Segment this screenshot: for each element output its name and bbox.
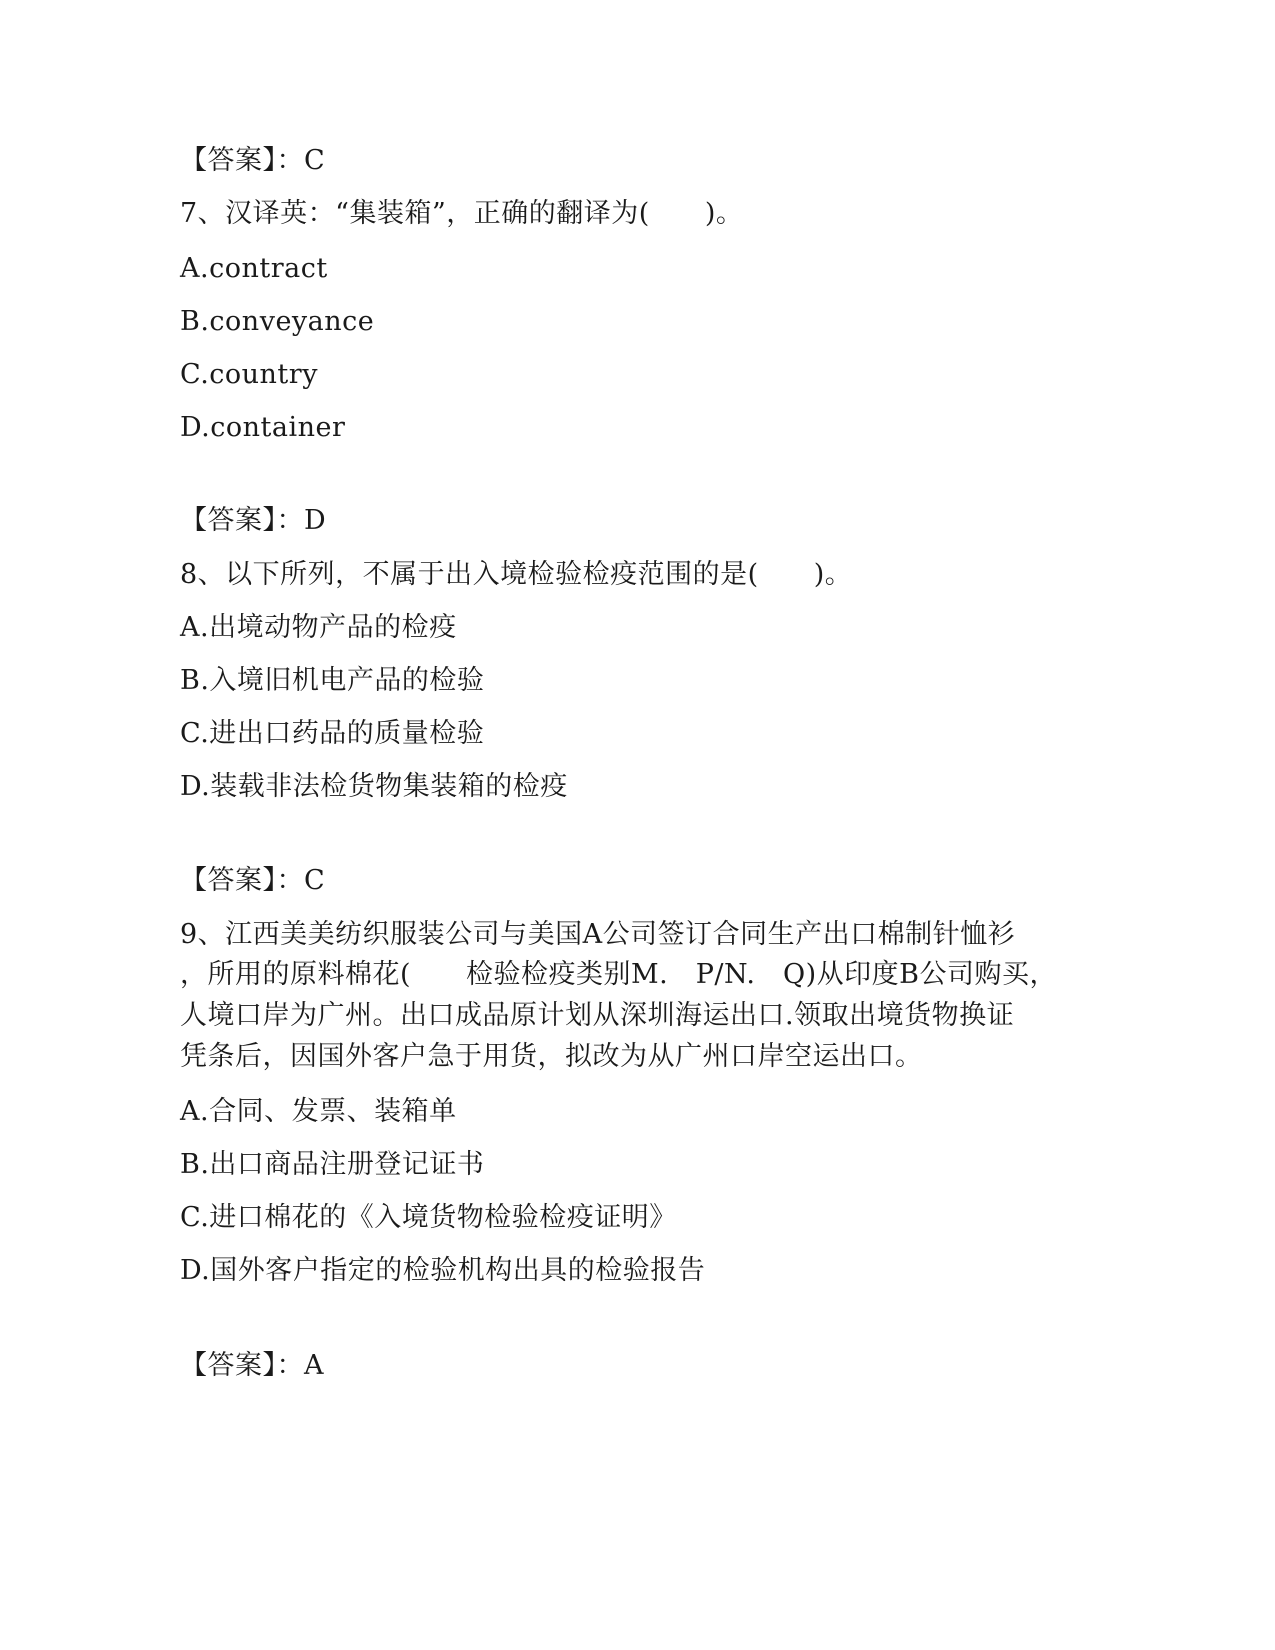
question-9-option-b: B.出口商品注册登记证书 [180, 1149, 485, 1180]
question-8-option-a: A.出境动物产品的检疫 [180, 612, 457, 643]
answer-q6: 【答案】：C [180, 145, 326, 176]
question-9-option-d: D.国外客户指定的检验机构出具的检验报告 [180, 1255, 706, 1286]
question-8-stem: 8、以下所列，不属于出入境检验检疫范围的是( )。 [180, 559, 853, 590]
question-7-option-d: D.container [180, 412, 346, 443]
question-9-option-a: A.合同、发票、装箱单 [180, 1096, 457, 1127]
question-7-option-a: A.contract [180, 253, 328, 284]
question-9-stem-line-4: 凭条后，因国外客户急于用货，拟改为从广州口岸空运出口。 [180, 1041, 923, 1072]
question-7-option-b: B.conveyance [180, 306, 375, 337]
answer-q8: 【答案】：C [180, 865, 326, 896]
answer-q7: 【答案】：D [180, 505, 327, 536]
question-9-stem-line-1: 9、江西美美纺织服装公司与美国A公司签订合同生产出口棉制针恤衫 [180, 919, 1016, 950]
question-9-option-c: C.进口棉花的《入境货物检验检疫证明》 [180, 1202, 677, 1233]
question-9-stem-line-2: ，所用的原料棉花( 检验检疫类别M. P/N. Q)从印度B公司购买， [180, 959, 1058, 990]
question-8-option-b: B.入境旧机电产品的检验 [180, 665, 485, 696]
question-8-option-d: D.装载非法检货物集装箱的检疫 [180, 771, 568, 802]
question-7-stem: 7、汉译英：“集装箱”，正确的翻译为( )。 [180, 198, 744, 229]
question-7-option-c: C.country [180, 359, 318, 390]
question-9-stem-line-3: 人境口岸为广州。出口成品原计划从深圳海运出口.领取出境货物换证 [180, 1000, 1015, 1031]
question-8-option-c: C.进出口药品的质量检验 [180, 718, 485, 749]
answer-q9: 【答案】：A [180, 1350, 324, 1381]
